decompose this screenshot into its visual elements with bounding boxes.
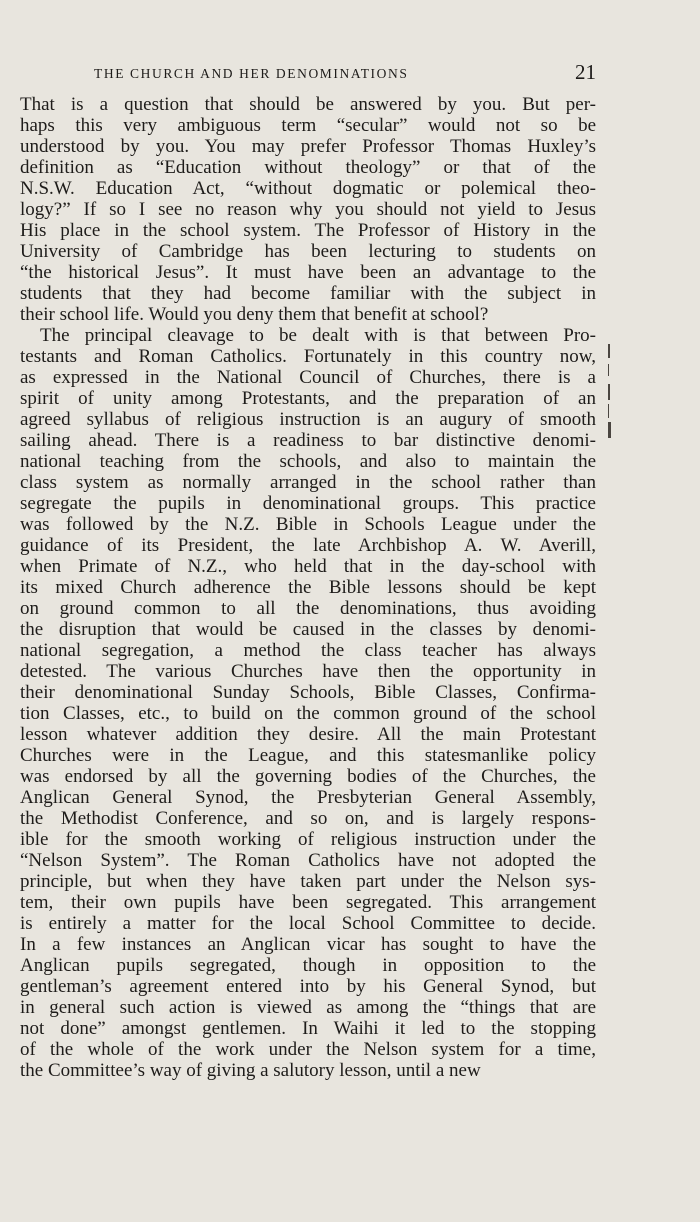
text-line: their school life. Would you deny them that benefit at school? <box>20 304 489 325</box>
running-title: THE CHURCH AND HER DENOMINATIONS <box>94 66 409 81</box>
text-line: definition as “Education without theology” or that of the <box>20 157 596 178</box>
text-line: N.S.W. Education Act, “without dogmatic or polemical theo- <box>20 178 596 199</box>
text-line: not done” amongst gentlemen. In Waihi it led to the stopping <box>20 1018 596 1039</box>
text-line: as expressed in the National Council of Churches, there is a <box>20 367 596 388</box>
text-line: national segregation, a method the class teacher has always <box>20 640 596 661</box>
text-line: Anglican General Synod, the Presbyterian General Assembly, <box>20 787 596 808</box>
text-line: tion Classes, etc., to build on the common ground of the school <box>20 703 596 724</box>
text-line: the Methodist Conference, and so on, and is largely respons- <box>20 808 596 829</box>
text-line: In a few instances an Anglican vicar has sought to have the <box>20 934 596 955</box>
text-line: students that they had become familiar with the subject in <box>20 283 596 304</box>
text-line: when Primate of N.Z., who held that in the day-school with <box>20 556 596 577</box>
text-line: the Committee’s way of giving a salutory lesson, until a new <box>20 1060 481 1081</box>
text-line: was followed by the N.Z. Bible in Schools League under the <box>20 514 596 535</box>
margin-pencil-marks <box>604 342 616 442</box>
page-header <box>20 58 596 90</box>
text-line: principle, but when they have taken part under the Nelson sys- <box>20 871 596 892</box>
text-line: University of Cambridge has been lecturing to students on <box>20 241 596 262</box>
text-line: class system as normally arranged in the school rather than <box>20 472 596 493</box>
text-line: logy?” If so I see no reason why you should not yield to Jesus <box>20 199 596 220</box>
text-line: agreed syllabus of religious instruction is an augury of smooth <box>20 409 596 430</box>
text-line: lesson whatever addition they desire. All the main Protestant <box>20 724 596 745</box>
text-line: Anglican pupils segregated, though in opposition to the <box>20 955 596 976</box>
text-line: tem, their own pupils have been segregated. This arrangement <box>20 892 596 913</box>
text-line: their denominational Sunday Schools, Bible Classes, Confirma- <box>20 682 596 703</box>
text-line: “the historical Jesus”. It must have been an advantage to the <box>20 262 596 283</box>
text-line: ible for the smooth working of religious instruction under the <box>20 829 596 850</box>
text-line: guidance of its President, the late Archbishop A. W. Averill, <box>20 535 596 556</box>
text-line: national teaching from the schools, and also to maintain the <box>20 451 596 472</box>
text-line: its mixed Church adherence the Bible lessons should be kept <box>20 577 596 598</box>
text-line: gentleman’s agreement entered into by his General Synod, but <box>20 976 596 997</box>
text-line: That is a question that should be answered by you. But per- <box>20 94 596 115</box>
text-line: Churches were in the League, and this statesmanlike policy <box>20 745 596 766</box>
text-line: understood by you. You may prefer Professor Thomas Huxley’s <box>20 136 596 157</box>
text-line: spirit of unity among Protestants, and the preparation of an <box>20 388 596 409</box>
text-line: sailing ahead. There is a readiness to bar distinctive denomi- <box>20 430 596 451</box>
text-line: the disruption that would be caused in the classes by denomi- <box>20 619 596 640</box>
text-line: testants and Roman Catholics. Fortunately in this country now, <box>20 346 596 367</box>
text-line: on ground common to all the denominations, thus avoiding <box>20 598 596 619</box>
text-line: “Nelson System”. The Roman Catholics have not adopted the <box>20 850 596 871</box>
text-line: The principal cleavage to be dealt with is that between Pro- <box>40 325 596 346</box>
page-number: 21 <box>575 60 596 84</box>
text-line: segregate the pupils in denominational groups. This practice <box>20 493 596 514</box>
text-line: haps this very ambiguous term “secular” would not so be <box>20 115 596 136</box>
text-line: in general such action is viewed as among the “things that are <box>20 997 596 1018</box>
text-line: detested. The various Churches have then the opportunity in <box>20 661 596 682</box>
text-line: was endorsed by all the governing bodies of the Churches, the <box>20 766 596 787</box>
text-line: is entirely a matter for the local School Committee to decide. <box>20 913 596 934</box>
text-line: of the whole of the work under the Nelson system for a time, <box>20 1039 596 1060</box>
text-line: His place in the school system. The Professor of History in the <box>20 220 596 241</box>
